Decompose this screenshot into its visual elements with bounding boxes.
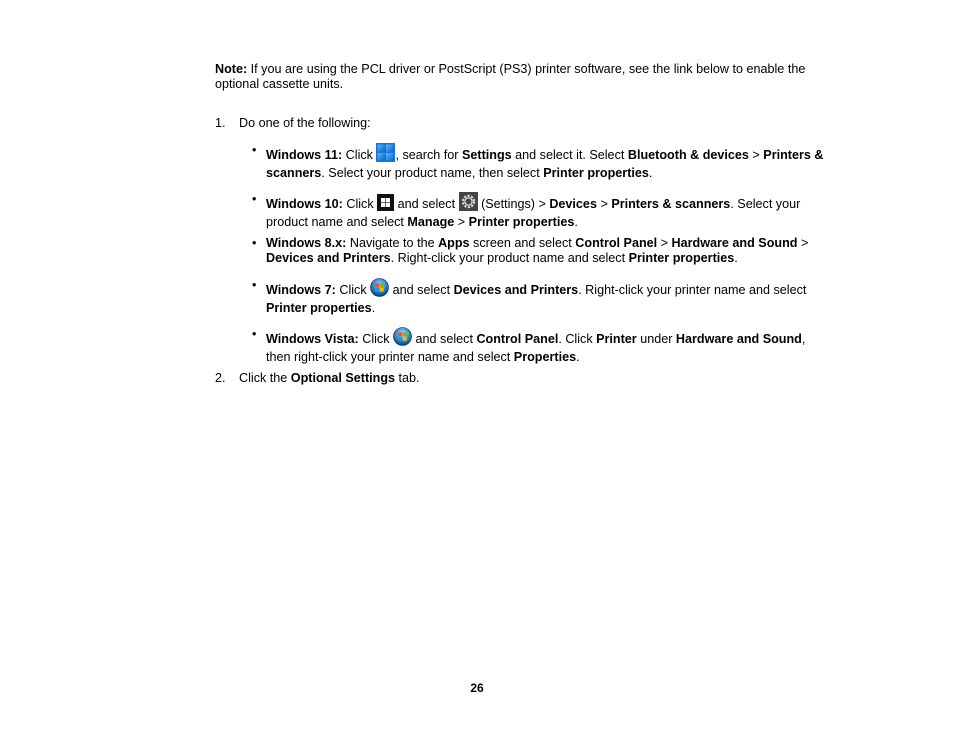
optional-settings-label: Optional Settings (290, 371, 396, 385)
note-paragraph (215, 62, 825, 92)
windows-8-label: Windows 8.x: (266, 236, 347, 250)
windows-7-label: Windows 7: (266, 283, 336, 297)
note-label: Note: (215, 62, 248, 76)
bullet-dot: • (252, 278, 257, 292)
windows-7-start-orb-icon (370, 278, 389, 301)
bullet-dot: • (252, 236, 257, 250)
os-instructions-list (239, 143, 825, 365)
bullet-dot: • (252, 327, 257, 341)
step-2-text: Click the Optional Settings tab. (239, 371, 420, 385)
windows-10-label: Windows 10: (266, 197, 343, 211)
windows-11-instruction: • Windows 11: Click , search for Settings and select it. Select Bluetooth & devices > Printers & scanners. Select your product name, then select Printer properties. (252, 143, 824, 180)
windows-vista-instruction: • Windows Vista: Click and select Control Panel. Click Printer under Hardware and Sound, then right-click your printer name and select Properties. (252, 327, 806, 364)
step-1 (215, 116, 825, 365)
document-body (215, 62, 825, 386)
step-1-text: Do one of the following: (239, 116, 371, 130)
step-1-number: 1. (215, 116, 226, 130)
windows-7-instruction: • Windows 7: Click and select Devices and Printers. Right-click your printer name and select Printer properties. (252, 278, 807, 315)
windows-10-start-icon (377, 194, 394, 215)
windows-8-instruction: • Windows 8.x: Navigate to the Apps screen and select Control Panel > Hardware and Sound > Devices and Printers. Right-click your product name and select Printer properties. (252, 236, 809, 265)
settings-gear-icon (459, 192, 478, 215)
page-number: 26 (470, 681, 484, 695)
step-2-number: 2. (215, 371, 226, 385)
windows-11-start-icon (376, 143, 395, 166)
windows-vista-start-orb-icon (393, 327, 412, 350)
bullet-dot: • (252, 143, 257, 157)
step-2 (215, 371, 825, 386)
windows-10-instruction: • Windows 10: Click and select (Settings) > Devices > Printers & scanners. Select your product name and select Manage > Printer properties. (252, 192, 801, 229)
note-text: If you are using the PCL driver or PostScript (PS3) printer software, see the link below to enable the optional cassette units. (215, 62, 806, 91)
windows-11-label: Windows 11: (266, 148, 343, 162)
bullet-dot: • (252, 192, 257, 206)
windows-vista-label: Windows Vista: (266, 332, 359, 346)
